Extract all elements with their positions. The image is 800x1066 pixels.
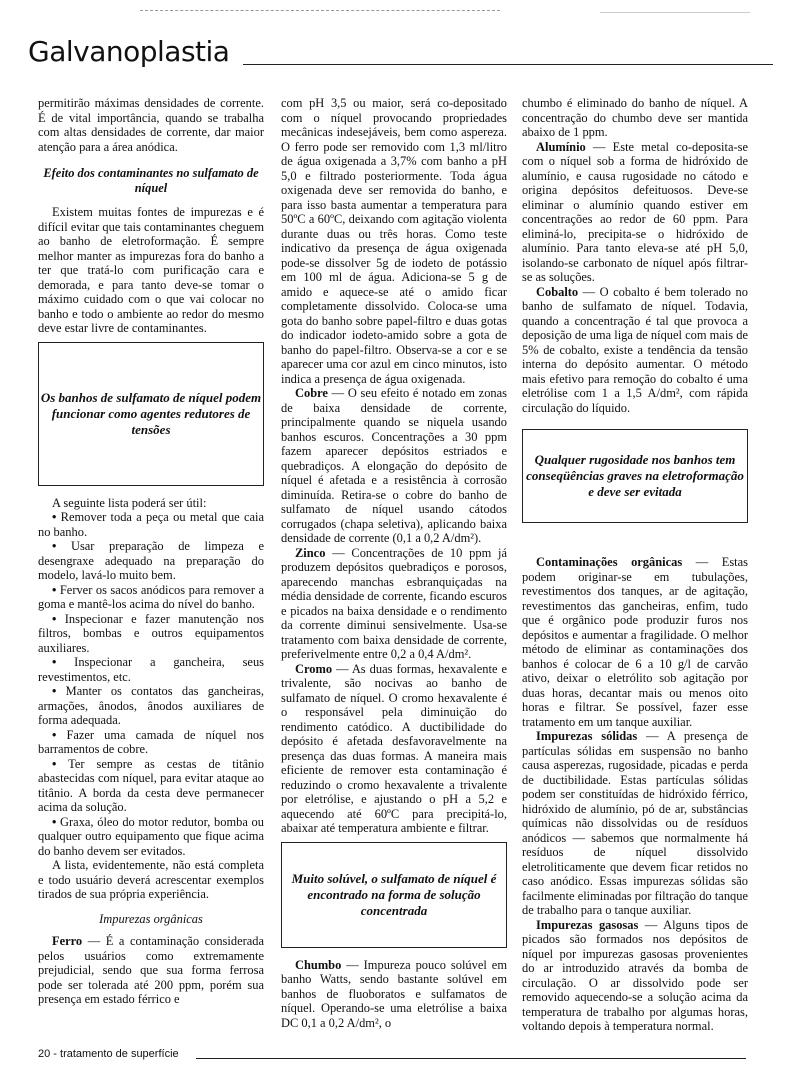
paragraph: Alumínio — Este metal co-deposita-se com o níquel sob a forma de hidróxido de alumínio, e causa rugosidade no cátodo e origina depósitos defeituosos. Deve-se eliminar o alumínio quando estiver em concentrações ao redor de 60 ppm. Para eliminá-lo, precipita-se o hidróxido de alumínio. Para tanto eleva-se até pH 5,0, isolando-se carbonato de níquel após filtrar-se as soluções.	[522, 139, 748, 284]
bullet-icon: •	[52, 655, 57, 669]
bullet-icon: •	[52, 684, 57, 698]
header-rule	[243, 64, 773, 65]
run-in-heading: Zinco	[295, 545, 326, 560]
bullet-icon: •	[52, 611, 57, 626]
column-1	[38, 96, 264, 1007]
list-item: • Usar preparação de limpeza e desengraxe adequado na preparação do modelo, lavá-lo muito bem.	[38, 539, 265, 582]
bullet-icon: •	[52, 539, 57, 553]
pull-quote-box	[38, 342, 264, 486]
column-2	[281, 96, 507, 1030]
pull-quote-text: Muito solúvel, o sulfamato de níquel é encontrado na forma de solução concentrada	[291, 870, 497, 918]
column-3	[522, 96, 748, 1034]
run-in-heading: Contaminações orgânicas	[536, 555, 683, 569]
paragraph: Zinco — Concentrações de 10 ppm já produzem depósitos quebradiços e porosos, aparecendo manchas esbranquiçadas na média densidade de corrente, ficando escuros e picados na baixa densidade e o rendimento da corrente diminui sensivelmente. Usa-se tratamento com baixa densidade de corrente, preferivelmente entre 0,2 a 0,4 A/dm².	[281, 545, 507, 661]
paragraph: Cobalto — O cobalto é bem tolerado no banho de sulfamato de níquel. Todavia, quando a concentração é tal que provoca a deposição de uma liga de níquel com mais de 5% de cobalto, existe a tendência da tensão interna do depósito aumentar. O método mais efetivo para remoção do cobalto é uma eletrólise com 1 a 1,5 A/dm², com rápida circulação do líquido.	[522, 284, 748, 415]
run-in-heading: Chumbo	[295, 957, 342, 972]
top-rule-right	[600, 12, 750, 13]
paragraph: permitirão máximas densidades de corrente. É de vital importância, quando se trabalha com altas densidades de corrente, dar maior atenção para a área anódica.	[38, 96, 264, 154]
page-header	[28, 34, 773, 70]
run-in-heading: Alumínio	[536, 139, 586, 154]
top-dashed-rule	[140, 10, 500, 11]
footer-rule	[196, 1058, 746, 1059]
paragraph: Cobre — O seu efeito é notado em zonas de baixa densidade de corrente, principalmente quando se niquela usando banhos escuros. Concentrações a 30 ppm fazem aparecer depósitos estriados e quebradiços. A elongação do depósito de níquel é afetada e a resistência à corrosão diminuída. Retira-se o cobre do banho de sulfamato de níquel usando cátodos corrugados (chapa seletiva), aplicando baixa densidade de corrente (0,1 a 0,2 A/dm²).	[281, 386, 507, 545]
paragraph: chumbo é eliminado do banho de níquel. A concentração do chumbo deve ser mantida abaixo de 1 ppm.	[522, 96, 748, 139]
list-item: • Ferver os sacos anódicos para remover a goma e mantê-los acima do nível do banho.	[38, 582, 264, 611]
paragraph: com pH 3,5 ou maior, será co-depositado com o níquel provocando propriedades mecânicas indesejáveis, bem como aspereza. O ferro pode ser removido com 1,3 ml/litro de água oxigenada a 3,7% com banho a pH 5,0 e filtrado posteriormente. Toda água oxigenada deve ser removida do banho, e para isso basta aumentar a temperatura para 50ºC a 60ºC, deixando com agitação violenta durante duas ou três horas. Como teste indicativo da presença de água oxigenada pode-se dissolver 5g de iodeto de potássio em 100 ml de água. Adiciona-se 5 g de amido e aquece-se até o amido ficar completamente dissolvido. Coloca-se uma gota do banho sobre papel-filtro e duas gotas do indicador iodeto-amido sobre a gota de banho do papel-filtro. Observa-se a cor e se aparecer uma cor azul em cinco minutos, isto indica a presença de água oxigenada.	[281, 96, 507, 386]
paragraph: Ferro — É a contaminação considerada pelos usuários como extremamente prejudicial, sendo que sua forma ferrosa pode ser tolerada até 200 ppm, porém sua presença em estado férrico e	[38, 934, 264, 1006]
list-item: • Inspecionar e fazer manutenção nos filtros, bombas e outros equipamentos auxiliares.	[38, 611, 265, 655]
paragraph: Contaminações orgânicas — Estas podem originar-se em tubulações, revestimentos dos tanques, ar de agitação, revestimentos das gancheiras, enfim, tudo que é orgânico pode produzir furos nos depósitos e aumentar a fragilidade. O melhor método de eliminar as contaminações dos banhos é colocar de 6 a 10 g/l de carvão ativo, deixar o eletrólito sob agitação por duas horas, decantar mais ou menos oito horas e filtrar. Se possível, fazer esse tratamento em um tanque auxiliar.	[522, 555, 748, 729]
list-item: • Manter os contatos das gancheiras, armações, ânodos, ânodos auxiliares de forma adequada.	[38, 684, 265, 727]
bullet-list	[38, 510, 264, 858]
run-in-heading: Cromo	[295, 661, 333, 676]
section-subtitle: Efeito dos contaminantes no sulfamato de níquel	[43, 166, 259, 195]
list-item: • Graxa, óleo do motor redutor, bomba ou qualquer outro equipamento que fique acima do banho devem ser evitados.	[38, 814, 264, 858]
page-footer: 20 - tratamento de superfície	[38, 1048, 179, 1060]
pull-quote-box	[522, 429, 748, 523]
run-in-heading: Impurezas sólidas	[536, 729, 638, 743]
run-in-heading: Cobre	[295, 386, 328, 400]
page-title: Galvanoplastia	[28, 35, 230, 68]
pull-quote-text: Os banhos de sulfamato de níquel podem funcionar como agentes redutores de tensões	[40, 389, 262, 437]
paragraph: Existem muitas fontes de impurezas e é difícil evitar que tais contaminantes cheguem ao banho de eletroformação. É sempre melhor manter as impurezas fora do banho a ter que tratá-lo com purificação cara e demorada, e para tanto deve-se tomar o máximo cuidado com o que vai colocar no banho e todo o ambiente ao redor do mesmo deve estar livre de contaminantes.	[38, 205, 264, 335]
list-item: • Fazer uma camada de níquel nos barramentos de cobre.	[38, 727, 264, 756]
paragraph: Impurezas gasosas — Alguns tipos de picados são formados nos depósitos de níquel por impurezas gasosas provenientes do ar introduzido através da bomba de circulação. O ar dissolvido pode ser removido aquecendo-se a solução acima da temperatura de trabalho por algumas horas, voltando depois à temperatura normal.	[522, 917, 748, 1033]
pull-quote-text: Qualquer rugosidade nos banhos tem conseqüências graves na eletroformação e deve ser evitada	[526, 452, 744, 499]
list-item: • Ter sempre as cestas de titânio abastecidas com níquel, para evitar ataque ao titânio. A borda da cesta deve permanecer acima da solução.	[38, 756, 264, 814]
bullet-icon: •	[52, 727, 57, 742]
run-in-heading: Cobalto	[536, 284, 579, 299]
list-item: • Inspecionar a gancheira, seus revestimentos, etc.	[38, 655, 264, 684]
paragraph: A seguinte lista poderá ser útil:	[52, 495, 207, 510]
paragraph: A lista, evidentemente, não está completa e todo usuário deverá acrescentar exemplos tirados de sua própria experiência.	[38, 858, 264, 901]
bullet-icon: •	[52, 582, 57, 597]
run-in-heading: Impurezas gasosas	[536, 917, 639, 932]
section-subtitle: Impurezas orgânicas	[99, 911, 203, 926]
paragraph: Cromo — As duas formas, hexavalente e trivalente, são nocivas ao banho de sulfamato de níquel. O cromo hexavalente é o responsável pela diminuição do rendimento catódico. A ductibilidade do depósito é afetada desfavoravelmente na presença das duas formas. A maneira mais eficiente de remover esta contaminação é reduzindo o cromo hexavalente a trivalente por eletrólise, e ajustando o pH a 5,2 e aquecendo até 60ºC para precipitá-lo, abaixar até temperatura ambiente e filtrar.	[281, 661, 507, 835]
paragraph: Impurezas sólidas — A presença de partículas sólidas em suspensão no banho causa asperezas, rugosidade, picadas e perda de ductibilidade. Estas partículas sólidas podem ser constituídas de hidróxido férrico, hidróxido de alumínio, pó de ar, substâncias químicas não dissolvidas ou de resíduos anódicos — sabemos que normalmente há resíduos de níquel dissolvido eletroliticamente que devem ficar retidos no caso anódico. Essas impurezas sólidas são facilmente eliminadas por filtração do tanque de trabalho para o tanque auxiliar.	[522, 729, 748, 917]
bullet-icon: •	[52, 756, 57, 771]
list-item: • Remover toda a peça ou metal que caia no banho.	[38, 510, 265, 539]
pull-quote-box	[281, 842, 507, 948]
run-in-heading: Ferro	[52, 934, 83, 948]
bullet-icon: •	[52, 814, 57, 829]
bullet-icon: •	[52, 510, 57, 524]
paragraph: Chumbo — Impureza pouco solúvel em banho Watts, sendo bastante solúvel em banhos de fluoboratos e sulfamatos de níquel. Operando-se uma eletrólise a baixa DC 0,1 a 0,2 A/dm², o	[281, 957, 507, 1030]
